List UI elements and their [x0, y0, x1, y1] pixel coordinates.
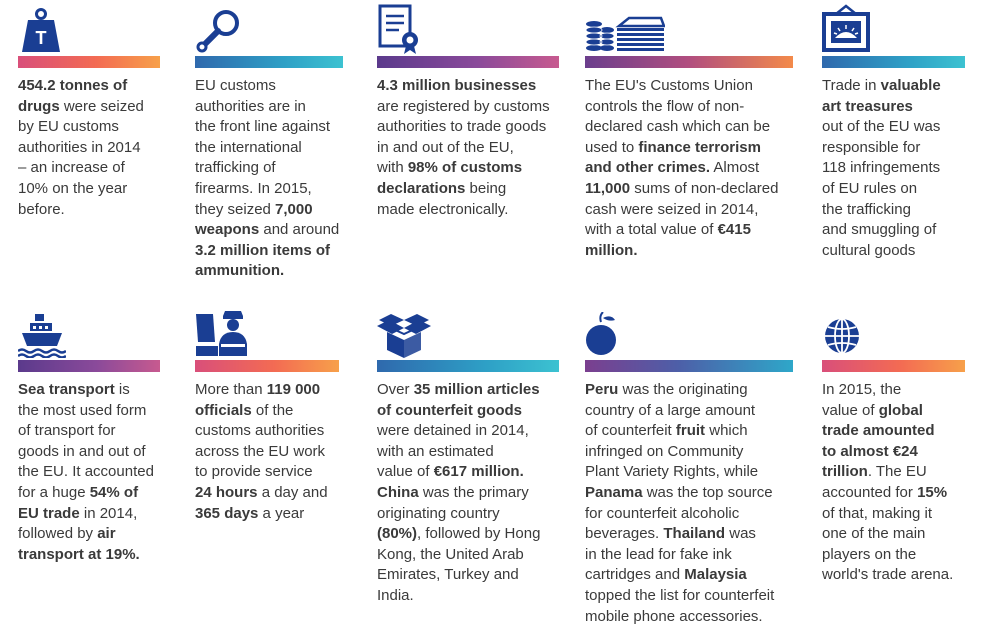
color-bar — [18, 360, 160, 372]
color-bar — [585, 56, 793, 68]
card-officials — [195, 308, 355, 578]
color-bar — [377, 56, 559, 68]
color-bar — [585, 360, 793, 372]
open-box-icon — [377, 314, 431, 362]
card-counterfeit — [377, 314, 567, 614]
card-art — [822, 4, 972, 274]
card-text: Over 35 million articles of counterfeit goods were detained in 2014, with an estimated value of €617 million. China was the primary originating country (80%), followed by Hong Kong, the United Arab Emirates, Turkey and India. — [377, 381, 541, 604]
color-bar — [822, 56, 965, 68]
card-text: 454.2 tonnes of drugs were seized by EU customs authorities in 2014 – an increase of 10% on the year before. — [18, 77, 144, 218]
card-firearms — [195, 8, 355, 278]
ship-icon — [18, 314, 66, 362]
color-bar — [195, 56, 343, 68]
magnifier-icon — [195, 8, 243, 56]
card-text: More than 119 000 officials of the customs authorities across the EU work to provide service 24 hours a day and 365 days a year — [195, 381, 328, 522]
card-text: Sea transport is the most used form of transport for goods in and out of the EU. It accounted for a huge 54% of EU trade in 2014, followed by air transport at 19%. — [18, 381, 154, 563]
svg-text:T: T — [35, 28, 47, 48]
card-cash — [585, 8, 800, 278]
fruit-icon — [585, 312, 633, 360]
color-bar — [377, 360, 559, 372]
weight-icon — [20, 8, 68, 56]
cash-icon — [585, 8, 665, 56]
card-sea-transport — [18, 314, 178, 584]
painting-icon — [822, 4, 870, 52]
color-bar — [822, 360, 965, 372]
card-text: In 2015, the value of global trade amounted to almost €24 trillion. The EU accounted for 15% of that, making it one of the main players on the world's trade arena. — [822, 381, 954, 584]
card-text: Trade in valuable art treasures out of the EU was responsible for 118 infringements of EU rules on the trafficking and smuggling of cultural goods — [822, 77, 941, 259]
card-text: Peru was the originating country of a large amount of counterfeit fruit which infringed on Community Plant Variety Rights, while Panama was the top source for counterfeit alcoholic beverages. Thailand was in the lead for fake ink cartridges and Malaysia topped the list for counterfeit mobile phone accessories. — [585, 381, 775, 625]
card-global-trade — [822, 316, 972, 586]
color-bar — [18, 56, 160, 68]
card-text: EU customs authorities are in the front line against the international trafficking of firearms. In 2015, they seized 7,000 weapons and around 3.2 million items of ammunition. — [195, 77, 340, 280]
card-businesses — [377, 4, 567, 274]
card-text: The EU's Customs Union controls the flow of non- declared cash which can be used to finance terrorism and other crimes. Almost 11,000 sums of non-declared cash were seized in 2014, with a total value of €415 million. — [585, 77, 779, 259]
certificate-icon — [377, 4, 425, 52]
customs-officer-icon — [195, 308, 255, 356]
color-bar — [195, 360, 339, 372]
card-drugs — [18, 8, 168, 278]
globe-icon — [822, 316, 870, 364]
card-fruit — [585, 312, 800, 632]
card-text: 4.3 million businesses are registered by customs authorities to trade goods in and out of the EU, with 98% of customs declarations being made electronically. — [377, 77, 550, 218]
